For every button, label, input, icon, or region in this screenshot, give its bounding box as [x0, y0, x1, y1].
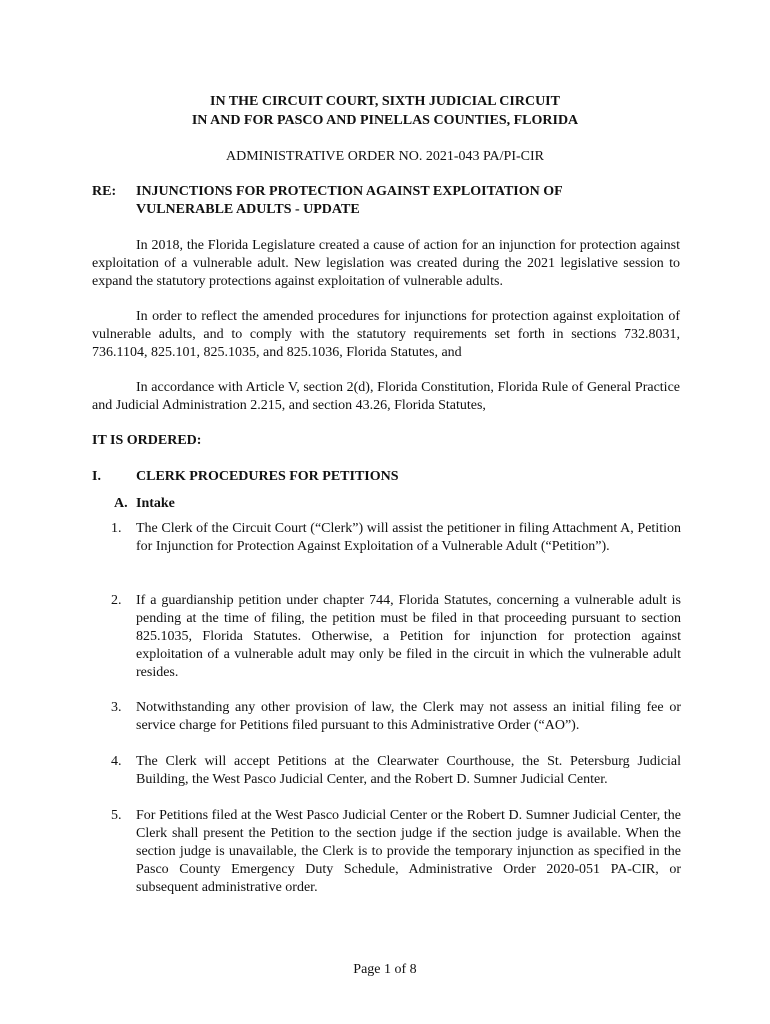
it-is-ordered: IT IS ORDERED: [92, 433, 202, 448]
list-item-number: 1. [111, 521, 122, 536]
preamble-paragraph-3: In accordance with Article V, section 2(d), Florida Constitution, Florida Rule of General Practice and Judicial Administration 2.215, and section 43.26, Florida Statutes, [92, 380, 680, 413]
section-number: I. [92, 469, 101, 484]
preamble-paragraph-1: In 2018, the Florida Legislature created a cause of action for an injunction for protection against exploitation of a vulnerable adult. New legislation was created during the 2021 legislative session to expand the statutory protections against exploitation of vulnerable adults. [92, 238, 680, 289]
re-title-line2: VULNERABLE ADULTS - UPDATE [136, 202, 360, 217]
page-number: Page 1 of 8 [353, 962, 417, 977]
court-heading-line2: IN AND FOR PASCO AND PINELLAS COUNTIES, FLORIDA [191, 113, 579, 128]
list-item-text: For Petitions filed at the West Pasco Judicial Center or the Robert D. Sumner Judicial Center, the Clerk shall present the Petition to the section judge if the section judge is available. When the section judge is unavailable, the Clerk is to provide the temporary injunction as specified in the Pasco County Emergency Duty Schedule, Administrative Order 2020-051 PA-CIR, or subsequent administrative order. [136, 808, 681, 895]
list-item-number: 2. [111, 593, 122, 608]
list-item-number: 5. [111, 808, 122, 823]
re-title-line1: INJUNCTIONS FOR PROTECTION AGAINST EXPLOITATION OF [136, 184, 563, 199]
list-item-number: 3. [111, 700, 122, 715]
list-item-text: The Clerk of the Circuit Court (“Clerk”) will assist the petitioner in filing Attachment A, Petition for Injunction for Protection Against Exploitation of a Vulnerable Adult (“Petition”). [136, 521, 681, 554]
section-title: CLERK PROCEDURES FOR PETITIONS [136, 469, 399, 484]
list-item-text: The Clerk will accept Petitions at the Clearwater Courthouse, the St. Petersburg Judicial Building, the West Pasco Judicial Center, and the Robert D. Sumner Judicial Center. [136, 754, 681, 787]
preamble-paragraph-2: In order to reflect the amended procedures for injunctions for protection against exploitation of vulnerable adults, and to comply with the statutory requirements set forth in sections 732.8031, 736.1104, 825.101, 825.1035, and 825.1036, Florida Statutes, and [92, 309, 680, 360]
re-label: RE: [92, 184, 117, 199]
subsection-title: Intake [136, 496, 175, 511]
subsection-letter: A. [114, 496, 128, 511]
list-item-number: 4. [111, 754, 122, 769]
list-item-text: If a guardianship petition under chapter 744, Florida Statutes, concerning a vulnerable adult is pending at the time of filing, the petition must be filed in that proceeding pursuant to section 825.1035, Florida Statutes. Otherwise, a Petition for injunction for protection against exploitation of a vulnerable adult may only be filed in the circuit in which the vulnerable adult resides. [136, 593, 681, 680]
order-number: ADMINISTRATIVE ORDER NO. 2021-043 PA/PI-CIR [226, 149, 544, 164]
list-item-text: Notwithstanding any other provision of law, the Clerk may not assess an initial filing fee or service charge for Petitions filed pursuant to this Administrative Order (“AO”). [136, 700, 681, 733]
court-heading-line1: IN THE CIRCUIT COURT, SIXTH JUDICIAL CIRCUIT [210, 94, 560, 109]
